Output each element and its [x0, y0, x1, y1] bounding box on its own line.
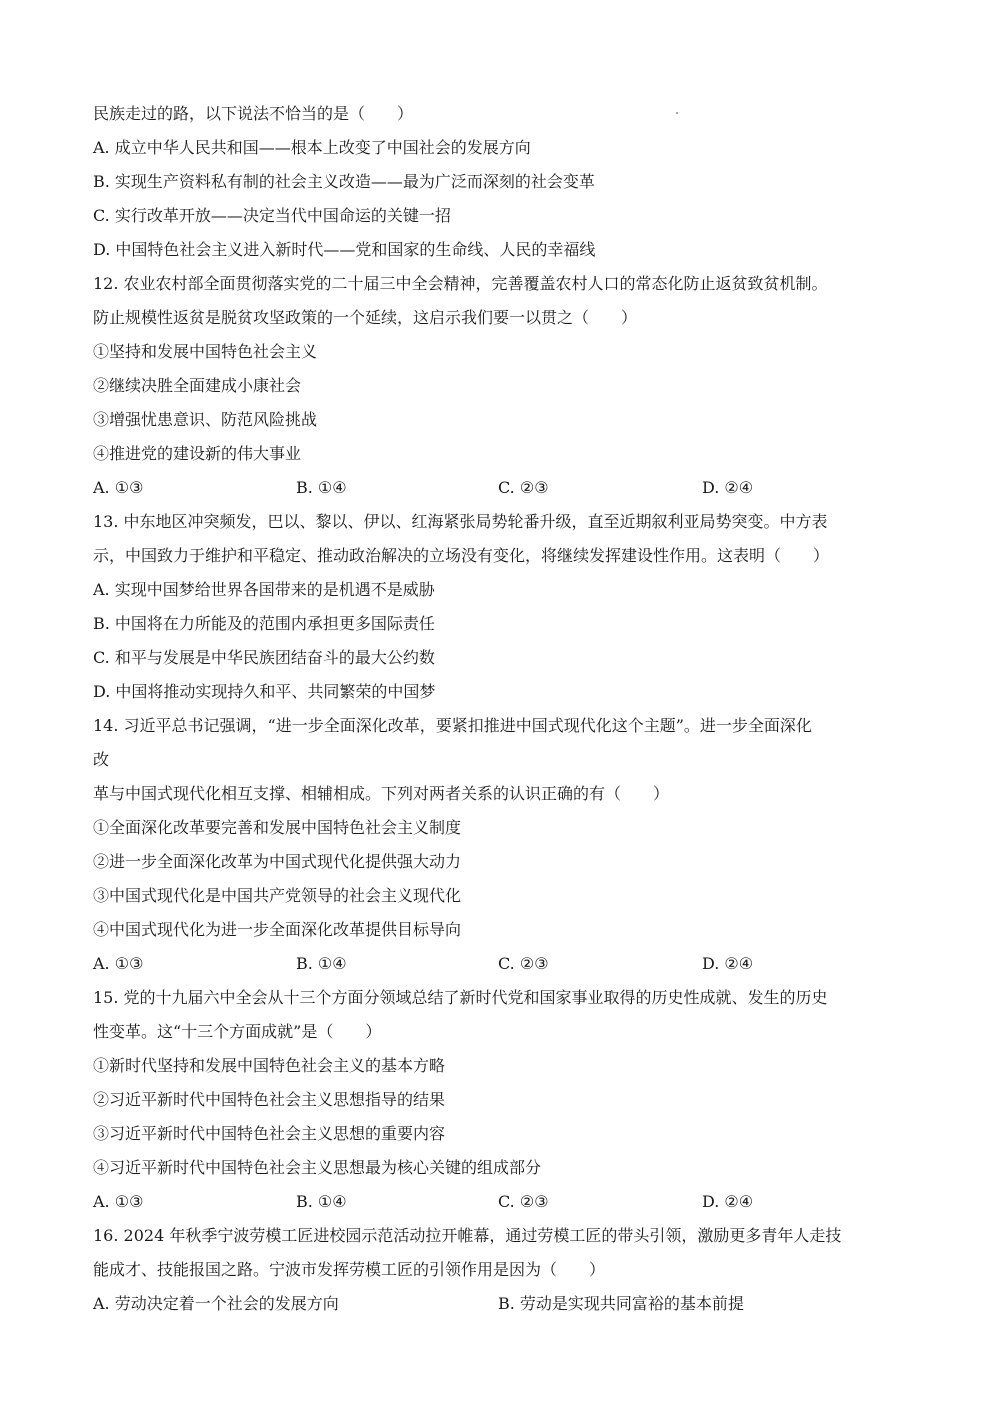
- question-16-option-a: A. 劳动决定着一个社会的发展方向: [93, 1294, 339, 1313]
- question-16-stem-line1: 16. 2024 年秋季宁波劳模工匠进校园示范活动拉开帷幕，通过劳模工匠的带头引领，激励更多青年人走技: [93, 1226, 842, 1245]
- question-14-choice-1: ①全面深化改革要完善和发展中国特色社会主义制度: [93, 818, 462, 837]
- question-12-choice-4: ④推进党的建设新的伟大事业: [93, 444, 302, 463]
- question-15-choice-2: ②习近平新时代中国特色社会主义思想指导的结果: [93, 1090, 446, 1109]
- question-14-choice-2: ②进一步全面深化改革为中国式现代化提供强大动力: [93, 852, 462, 871]
- question-12-answer-a: A. ①③: [93, 478, 144, 497]
- question-12-choice-2: ②继续决胜全面建成小康社会: [93, 376, 302, 395]
- question-14-answer-c: C. ②③: [498, 954, 549, 973]
- question-15-choice-3: ③习近平新时代中国特色社会主义思想的重要内容: [93, 1124, 446, 1143]
- question-14-stem-line3: 革与中国式现代化相互支撑、相辅相成。下列对两者关系的认识正确的有（ ）: [93, 784, 670, 803]
- question-16-stem-line2: 能成才、技能报国之路。宁波市发挥劳模工匠的引领作用是因为（ ）: [93, 1260, 606, 1279]
- question-12-choice-1: ①坚持和发展中国特色社会主义: [93, 342, 318, 361]
- question-14-choice-4: ④中国式现代化为进一步全面深化改革提供目标导向: [93, 920, 462, 939]
- question-15-choice-4: ④习近平新时代中国特色社会主义思想最为核心关键的组成部分: [93, 1158, 542, 1177]
- question-12-answer-c: C. ②③: [498, 478, 549, 497]
- question-15-stem-line1: 15. 党的十九届六中全会从十三个方面分领域总结了新时代党和国家事业取得的历史性成就、发生的历史: [93, 988, 828, 1007]
- question-13-stem-line2: 示，中国致力于维护和平稳定、推动政治解决的立场没有变化，将继续发挥建设性作用。这表明（ ）: [93, 546, 830, 565]
- question-15-answer-c: C. ②③: [498, 1192, 549, 1211]
- question-13-option-a: A. 实现中国梦给世界各国带来的是机遇不是威胁: [93, 580, 435, 599]
- question-11-option-c: C. 实行改革开放——决定当代中国命运的关键一招: [93, 206, 451, 225]
- question-12-stem-line2: 防止规模性返贫是脱贫攻坚政策的一个延续，这启示我们要一以贯之（ ）: [93, 308, 638, 327]
- question-12-stem-line1: 12. 农业农村部全面贯彻落实党的二十届三中全会精神，完善覆盖农村人口的常态化防止返贫致贫机制。: [93, 274, 828, 293]
- question-11-option-a: A. 成立中华人民共和国——根本上改变了中国社会的发展方向: [93, 138, 531, 157]
- question-13-option-d: D. 中国将推动实现持久和平、共同繁荣的中国梦: [93, 682, 436, 701]
- question-14-stem-line1: 14. 习近平总书记强调，“进一步全面深化改革，要紧扣推进中国式现代化这个主题”。进一步全面深化: [93, 716, 812, 735]
- question-13-option-b: B. 中国将在力所能及的范围内承担更多国际责任: [93, 614, 435, 633]
- question-14-choice-3: ③中国式现代化是中国共产党领导的社会主义现代化: [93, 886, 462, 905]
- question-12-answer-b: B. ①④: [296, 478, 347, 497]
- question-12-answer-d: D. ②④: [702, 478, 754, 497]
- question-15-choice-1: ①新时代坚持和发展中国特色社会主义的基本方略: [93, 1056, 446, 1075]
- question-15-answer-b: B. ①④: [296, 1192, 347, 1211]
- question-15-answer-d: D. ②④: [702, 1192, 754, 1211]
- question-12-choice-3: ③增强忧患意识、防范风险挑战: [93, 410, 318, 429]
- question-16-option-b: B. 劳动是实现共同富裕的基本前提: [498, 1294, 744, 1313]
- question-14-answer-d: D. ②④: [702, 954, 754, 973]
- question-13-stem-line1: 13. 中东地区冲突频发，巴以、黎以、伊以、红海紧张局势轮番升级，直至近期叙利亚局势突变。中方表: [93, 512, 828, 531]
- question-15-stem-line2: 性变革。这“十三个方面成就”是（ ）: [93, 1022, 382, 1041]
- question-13-option-c: C. 和平与发展是中华民族团结奋斗的最大公约数: [93, 648, 435, 667]
- question-14-answer-a: A. ①③: [93, 954, 144, 973]
- question-15-answer-a: A. ①③: [93, 1192, 144, 1211]
- question-11-option-b: B. 实现生产资料私有制的社会主义改造——最为广泛而深刻的社会变革: [93, 172, 595, 191]
- question-14-answer-b: B. ①④: [296, 954, 347, 973]
- question-11-option-d: D. 中国特色社会主义进入新时代——党和国家的生命线、人民的幸福线: [93, 240, 596, 259]
- question-14-stem-line2: 改: [93, 750, 110, 769]
- question-11-stem-tail: 民族走过的路，以下说法不恰当的是（ ）: [93, 104, 414, 123]
